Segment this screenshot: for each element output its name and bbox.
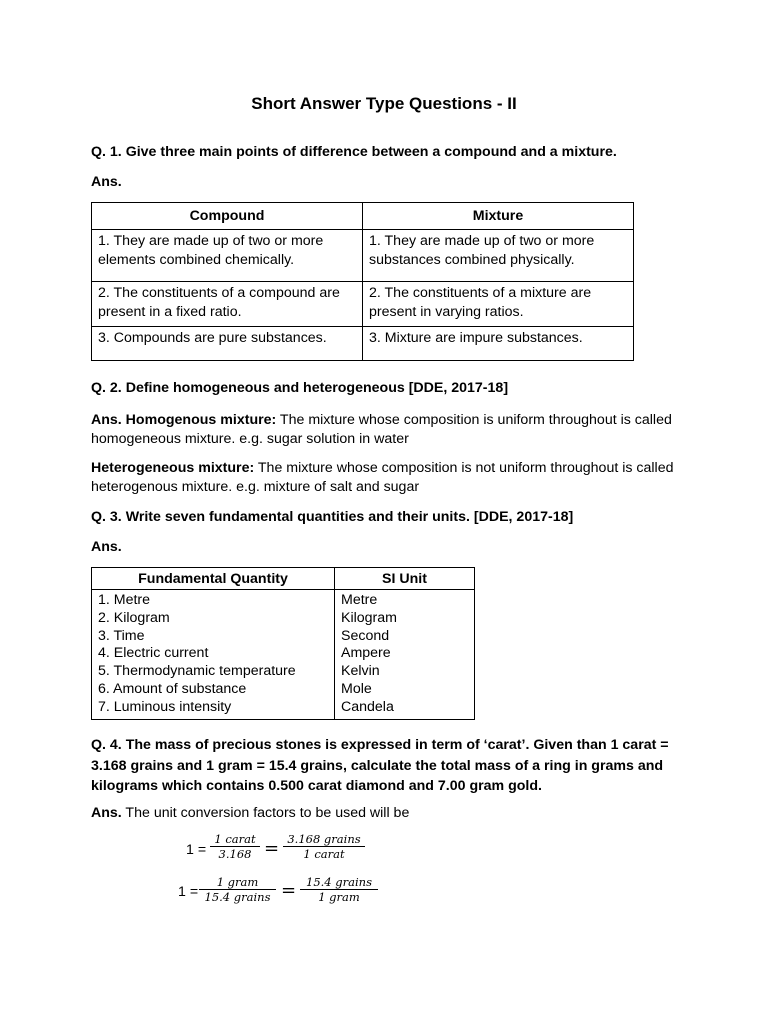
table-row [92,282,634,327]
eq2-fraction-1 [199,875,276,904]
eq2-f2-denominator: 1 gram [318,890,360,904]
answer-4 [91,804,691,823]
answer-label-3: Ans. [91,539,122,555]
table-cell: 1. They are made up of two or more substances combined physically. [363,230,634,282]
table-row [92,590,475,720]
eq1-equals: = [264,838,280,859]
eq1-fraction-1 [210,832,260,861]
question-1: Q. 1. Give three main points of difference between a compound and a mixture. [91,144,617,160]
list-item: Kelvin [341,663,380,680]
table-cell: 1. They are made up of two or more elements combined chemically. [92,230,363,282]
header-compound: Compound [92,203,363,230]
eq1-f1-numerator: 1 carat [214,832,256,846]
table-cell: 3. Mixture are impure substances. [363,327,634,361]
table-row [92,230,634,282]
list-item: 6. Amount of substance [98,680,247,697]
heterogeneous-definition [91,459,691,496]
header-quantity: Fundamental Quantity [92,568,335,590]
table-row [92,327,634,361]
eq1-lhs: 1 = [186,842,207,858]
list-item: 7. Luminous intensity [98,698,232,715]
list-item: 3. Time [98,627,145,644]
list-item: Mole [341,680,372,697]
answer-label-1: Ans. [91,174,122,190]
list-item: Ampere [341,645,391,662]
eq1-f2-numerator: 3.168 grains [287,832,361,846]
table-cell: 2. The constituents of a compound are present in a fixed ratio. [92,282,363,327]
list-item: Second [341,627,390,644]
question-3: Q. 3. Write seven fundamental quantities and their units. [DDE, 2017-18] [91,509,574,525]
list-item: Candela [341,698,394,715]
table-cell: 2. The constituents of a mixture are present in varying ratios. [363,282,634,327]
list-item: 5. Thermodynamic temperature [98,663,296,680]
answer-label-4: Ans. [91,805,122,821]
eq1-f2-denominator: 1 carat [303,847,345,861]
eq2-f2-numerator: 15.4 grains [306,875,372,889]
quantity-list [92,590,335,720]
eq2-equals: = [281,880,297,901]
homogeneous-definition [91,411,691,448]
list-item: Kilogram [341,609,397,626]
unit-list [335,590,475,720]
page-title: Short Answer Type Questions - II [251,94,517,113]
eq1-fraction-2 [283,832,365,861]
table-header-row [92,568,475,590]
eq1-f1-denominator: 3.168 [218,847,252,861]
question-4: Q. 4. The mass of precious stones is expressed in term of ‘carat’. Given than 1 carat = 3.168 grains and 1 gram = 15.4 grains, calculate the total mass of a ring in grams and kilograms which contains 0.500 carat diamond and 7.00 gram gold. [91,737,669,794]
header-mixture: Mixture [363,203,634,230]
eq2-lhs: 1 = [178,884,199,900]
eq2-f1-denominator: 15.4 grains [204,890,271,904]
list-item: Metre [341,592,378,608]
list-item: 1. Metre [98,592,151,608]
homogeneous-label: Ans. Homogenous mixture: [91,412,277,428]
header-si-unit: SI Unit [335,568,475,590]
table-cell: 3. Compounds are pure substances. [92,327,363,361]
heterogeneous-label: Heterogeneous mixture: [91,460,255,476]
compound-mixture-table [91,202,634,361]
answer-4-text: The unit conversion factors to be used will be [121,805,410,821]
list-item: 2. Kilogram [98,609,170,626]
homogeneous-text: The mixture whose composition is uniform throughout is called homogeneous mixture. e.g. sugar solution in water [91,412,672,447]
eq2-f1-numerator: 1 gram [216,875,259,889]
heterogeneous-text: The mixture whose composition is not uniform throughout is called heterogenous mixture. e.g. mixture of salt and sugar [91,460,674,495]
question-2: Q. 2. Define homogeneous and heterogeneous [DDE, 2017-18] [91,380,509,396]
eq2-fraction-2 [300,875,378,904]
table-header-row [92,203,634,230]
fundamental-quantities-table [91,567,475,720]
list-item: 4. Electric current [98,645,209,662]
